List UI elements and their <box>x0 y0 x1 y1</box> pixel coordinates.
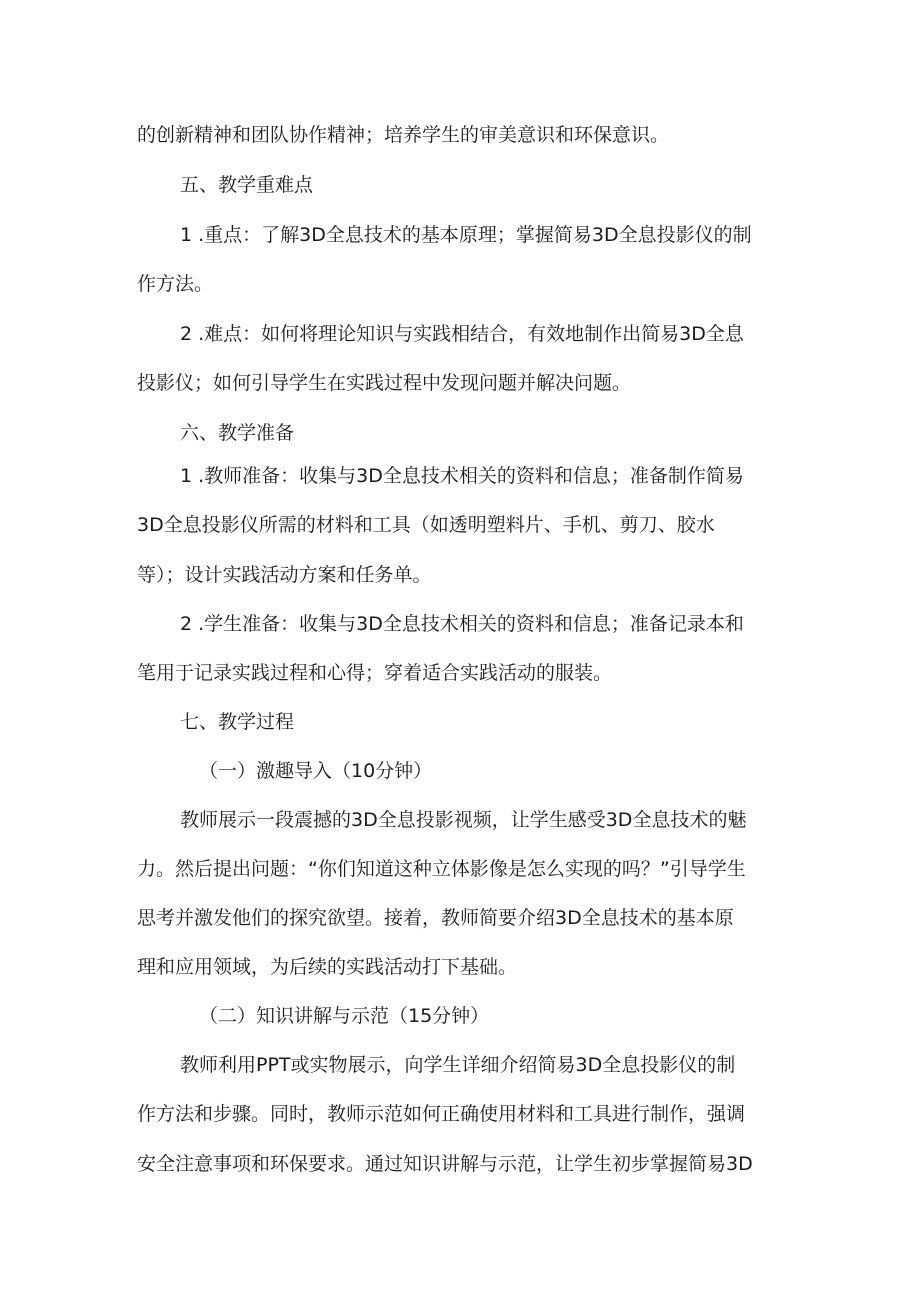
paragraph-line: 理和应用领域，为后续的实践活动打下基础。 <box>137 956 518 978</box>
paragraph-line: 等）；设计实践活动方案和任务单。 <box>137 564 432 586</box>
paragraph-line: 作方法和步骤。同时，教师示范如何正确使用材料和工具进行制作，强调 <box>137 1103 746 1125</box>
paragraph-line: 作方法。 <box>137 273 214 295</box>
section-heading: 六、教学准备 <box>180 422 295 444</box>
subsection-heading: （二）知识讲解与示范（15分钟） <box>199 1005 490 1027</box>
paragraph-line: 1 .重点：了解3D全息技术的基本原理；掌握简易3D全息投影仪的制 <box>180 224 752 246</box>
paragraph-line: 的创新精神和团队协作精神；培养学生的审美意识和环保意识。 <box>137 124 670 146</box>
paragraph-line: 安全注意事项和环保要求。通过知识讲解与示范，让学生初步掌握简易3D <box>137 1153 753 1175</box>
subsection-heading: （一）激趣导入（10分钟） <box>199 760 433 782</box>
paragraph-line: 教师利用PPT或实物展示，向学生详细介绍简易3D全息投影仪的制 <box>180 1054 736 1076</box>
section-heading: 五、教学重难点 <box>180 174 314 196</box>
paragraph-line: 1 .教师准备：收集与3D全息技术相关的资料和信息；准备制作简易 <box>180 465 744 487</box>
paragraph-line: 笔用于记录实践过程和心得；穿着适合实践活动的服装。 <box>137 662 613 684</box>
paragraph-line: 力。然后提出问题：“你们知道这种立体影像是怎么实现的吗？”引导学生 <box>137 858 746 880</box>
paragraph-line: 3D全息投影仪所需的材料和工具（如透明塑料片、手机、剪刀、胶水 <box>137 514 715 536</box>
paragraph-line: 2 .学生准备：收集与3D全息技术相关的资料和信息；准备记录本和 <box>180 613 744 635</box>
section-heading: 七、教学过程 <box>180 711 295 733</box>
paragraph-line: 2 .难点：如何将理论知识与实践相结合，有效地制作出简易3D全息 <box>180 323 744 345</box>
paragraph-line: 投影仪；如何引导学生在实践过程中发现问题并解决问题。 <box>137 372 632 394</box>
paragraph-line: 思考并激发他们的探究欲望。接着，教师简要介绍3D全息技术的基本原 <box>137 907 734 929</box>
paragraph-line: 教师展示一段震撼的3D全息投影视频，让学生感受3D全息技术的魅 <box>180 809 747 831</box>
